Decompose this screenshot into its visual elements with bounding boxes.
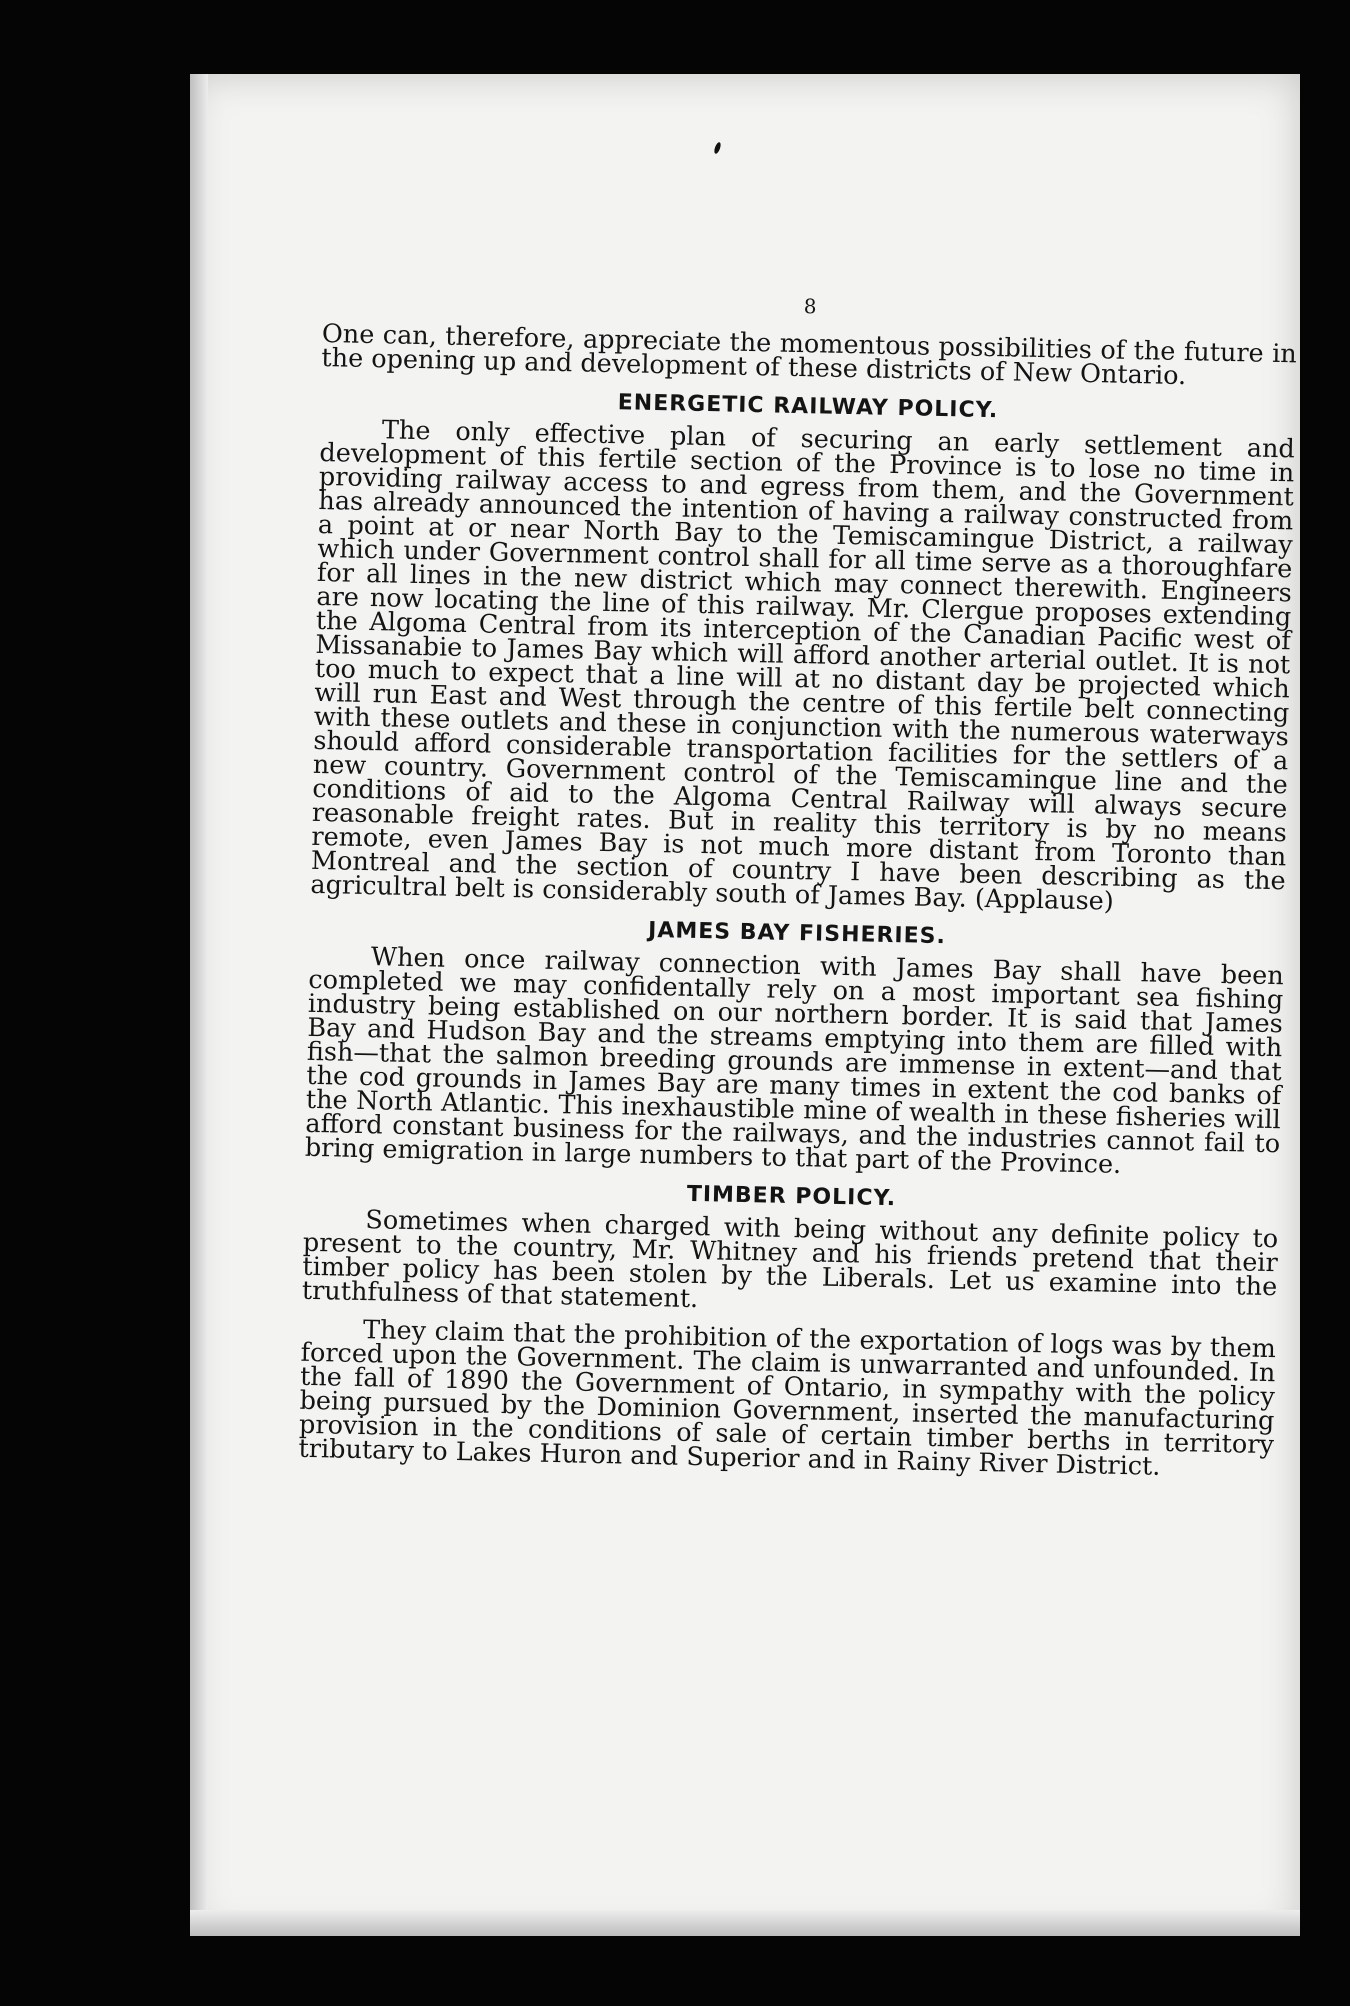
- page-content: [298, 284, 1297, 1481]
- page-number: 8: [803, 294, 817, 319]
- heading-railway-policy: ENERGETIC RAILWAY POLICY.: [617, 390, 999, 424]
- document-page: [190, 74, 1300, 1936]
- timber-policy-paragraph-1: Sometimes when charged with being without any definite policy to present to the country, Mr. Whitney and his friends pretend that their timber policy has been stolen by the Liberals. Let us examine into the truthfulness of that statement.: [301, 1205, 1279, 1315]
- intro-paragraph: One can, therefore, appreciate the momentous possibilities of the future in the opening up and development of these districts of New Ontario.: [321, 318, 1298, 392]
- heading-timber-policy: TIMBER POLICY.: [686, 1181, 897, 1212]
- ink-speck: [713, 142, 722, 155]
- heading-james-bay-fisheries: JAMES BAY FISHERIES.: [647, 917, 947, 950]
- fisheries-paragraph: When once railway connection with James Bay shall have been completed we may confidentally rely on a most important sea fishing industry being established on our northern border. It is said that James Bay and Hudson Bay and the streams emptying into them are filled with fish—that the salmon breeding grounds are immense in extent—and that the cod grounds in James Bay are many times in extent the cod banks of the North Atlantic. This inexhaustible mine of wealth in these fisheries will afford constant business for the railways, and the industries cannot fail to bring emigration in large numbers to that part of the Province.: [304, 942, 1285, 1180]
- page-bottom-edge: [190, 1910, 1300, 1936]
- railway-policy-paragraph: The only effective plan of securing an early settlement and development of this fertile section of the Province is to lose no time in providing railway access to and egress from them, and the Government has already announced the intention of having a railway constructed from a point at or near North Bay to the Temiscamingue District, a railway which under Government control shall for all time serve as a thoroughfare for all lines in the new district which may connect therewith. Engineers are now locating the line of this railway. Mr. Clergue proposes extending the Algoma Central from its interception of the Canadian Pacific west of Missanabie to James Bay which will afford another arterial outlet. It is not too much to expect that a line will at no distant day be projected which will run East and West through the centre of this fertile belt connecting with these outlets and these in conjunction with the numerous waterways should afford considerable transportation facilities for the settlers of a new country. Government control of the Temiscamingue line and the conditions of aid to the Algoma Central Railway will always secure reasonable freight rates. But in reality this territory is by no means remote, even James Bay is not much more distant from Toronto than Montreal and the section of country I have been describing as the agricultral belt is considerably south of James Bay. (Applause): [310, 415, 1296, 917]
- page-left-edge: [190, 74, 208, 1936]
- timber-policy-paragraph-2: They claim that the prohibition of the exportation of logs was by them forced upon the Government. The claim is unwarranted and unfounded. In the fall of 1890 the Government of Ontario, in sympathy with the policy being pursued by the Dominion Government, inserted the manufacturing provision in the conditions of sale of certain timber berths in territory tributary to Lakes Huron and Superior and in Rainy River District.: [298, 1315, 1277, 1482]
